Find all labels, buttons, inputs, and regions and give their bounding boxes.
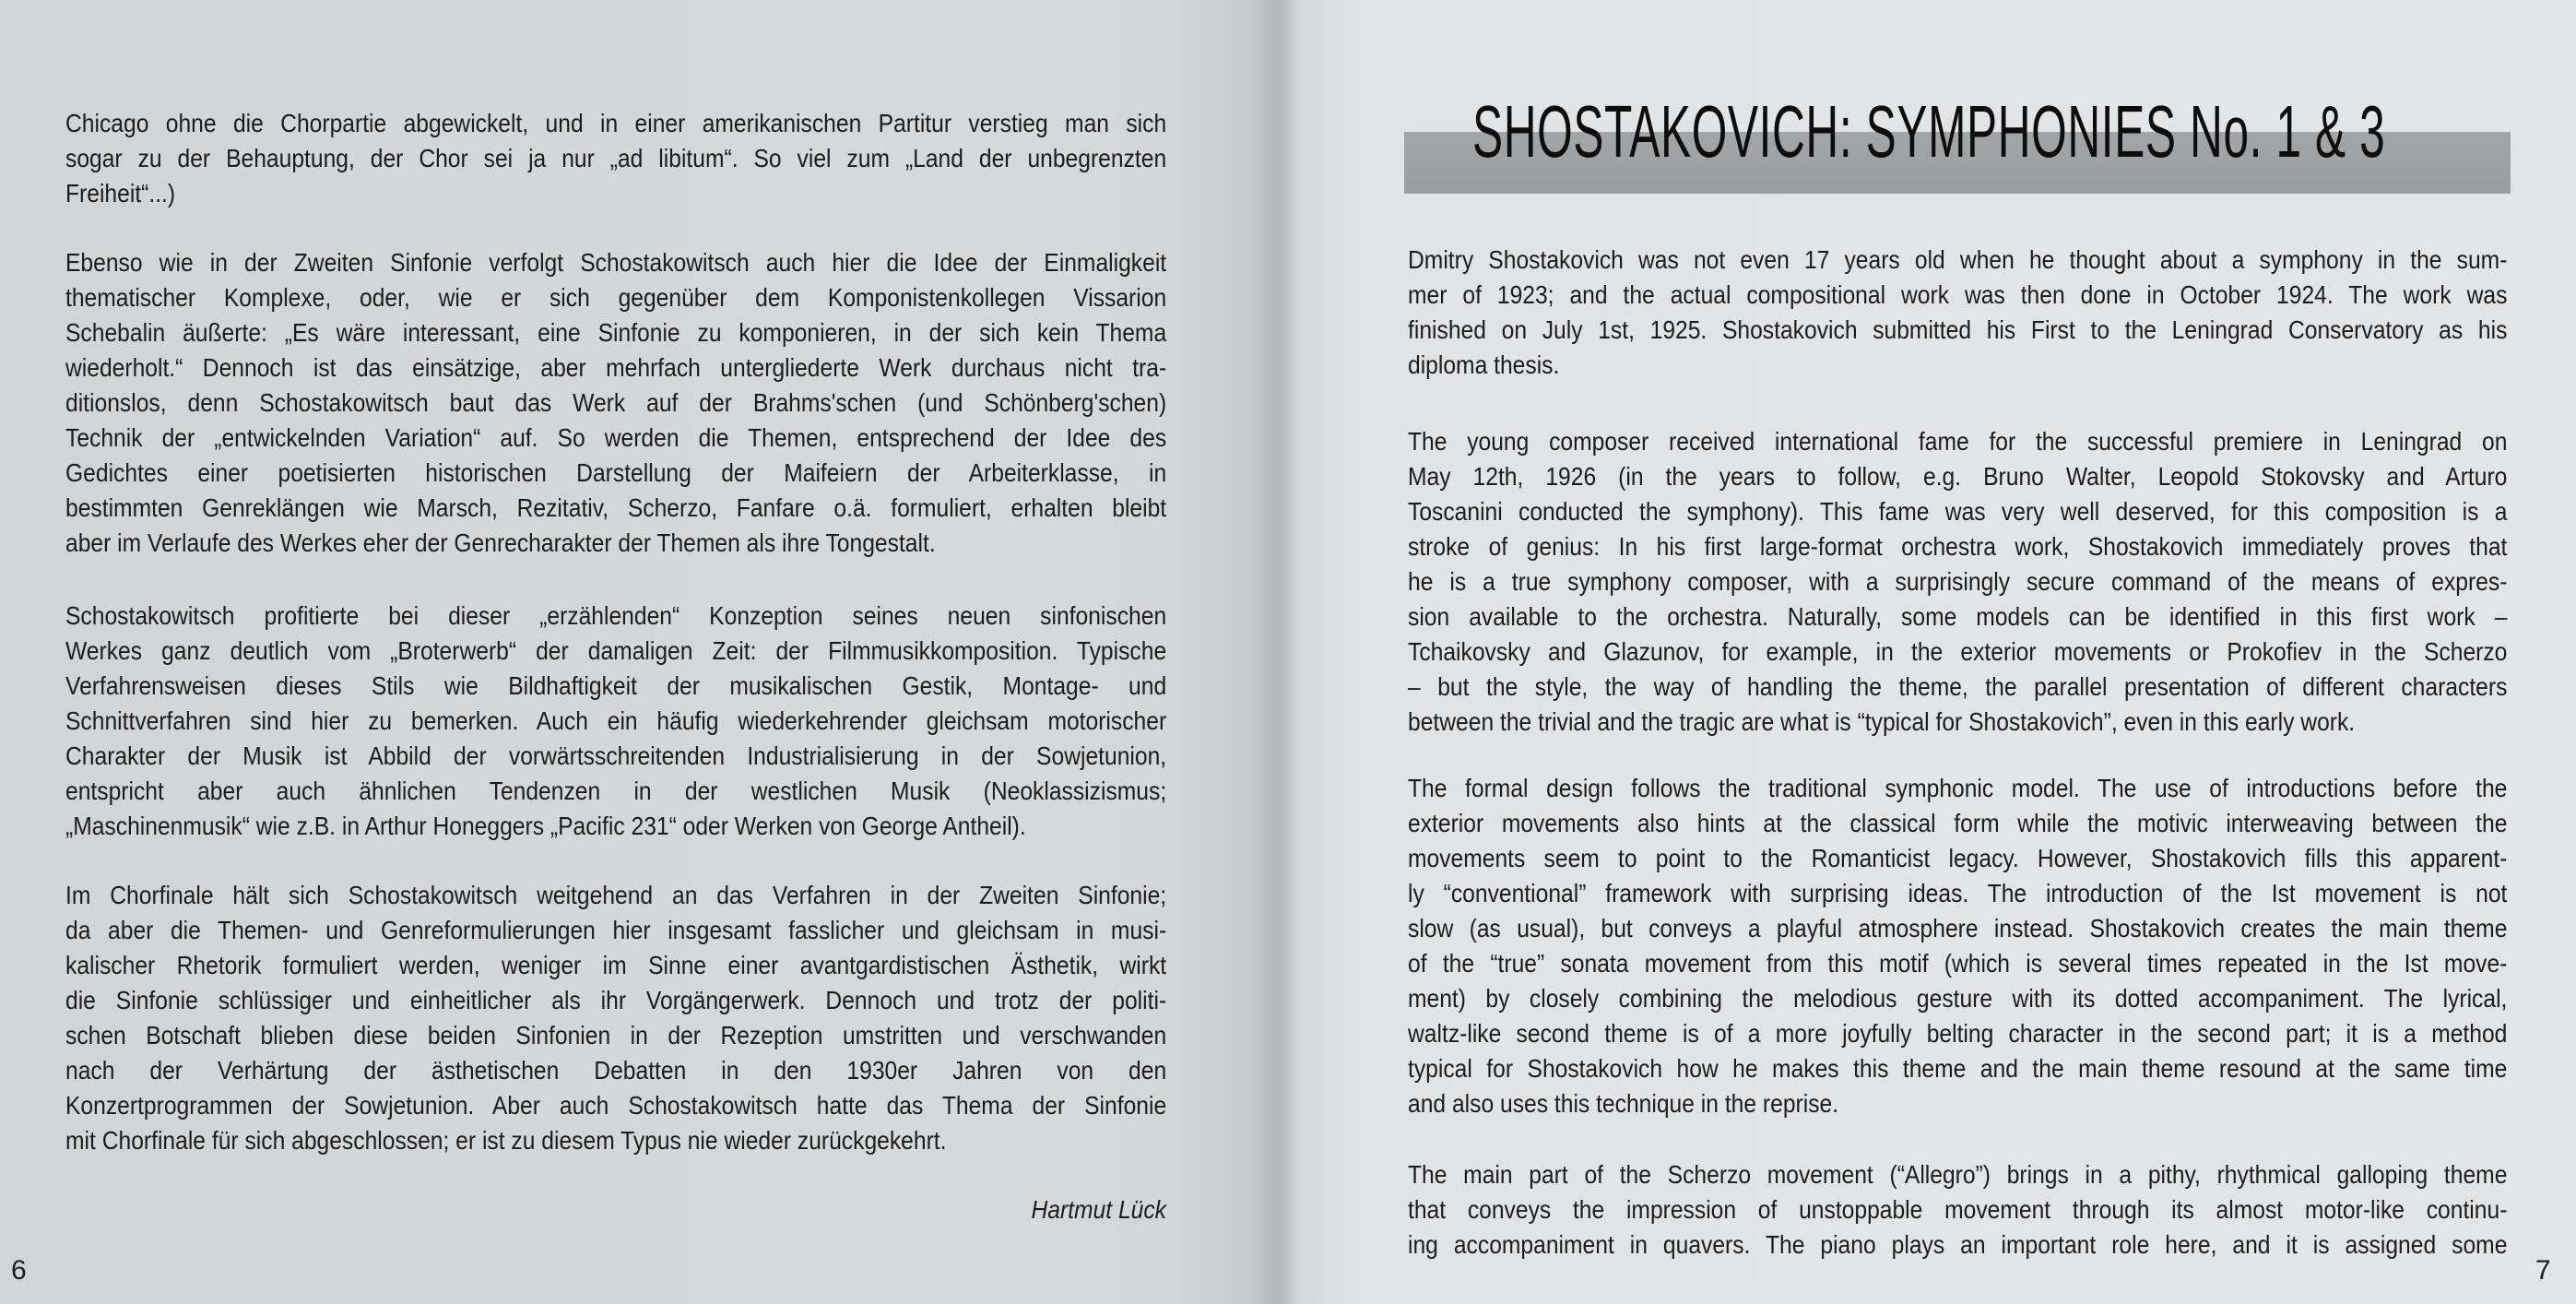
text-line: aber im Verlaufe des Werkes eher der Genrecharakter der Themen als ihre Tongestalt. — [65, 528, 936, 557]
text-line: and also uses this technique in the reprise. — [1408, 1089, 1839, 1118]
text-line: The young composer received international fame for the successful premiere in Leningrad on — [1408, 427, 2508, 456]
text-line: da aber die Themen- und Genreformulierungen hier insgesamt fasslicher und gleichsam in musi- — [65, 916, 1167, 944]
text-line: Konzertprogrammen der Sowjetunion. Aber auch Schostakowitsch hatte das Thema der Sinfonie — [65, 1091, 1167, 1120]
text-line: that conveys the impression of unstoppable movement through its almost motor-like continu- — [1408, 1195, 2508, 1224]
paragraph — [65, 878, 1166, 1158]
text-line: Gedichtes einer poetisierten historischen Darstellung der Maifeiern der Arbeiterklasse, in — [65, 458, 1167, 487]
text-line: bestimmten Genreklängen wie Marsch, Rezitativ, Scherzo, Fanfare o.ä. formuliert, erhalten bleibt — [65, 493, 1167, 522]
text-line: Schnittverfahren sind hier zu bemerken. Auch ein häufig wiederkehrender gleichsam motorischer — [65, 706, 1167, 735]
paragraph — [65, 106, 1166, 211]
text-line: sion available to the orchestra. Naturally, some models can be identified in this first work – — [1408, 602, 2508, 631]
paragraph — [1408, 771, 2507, 1121]
text-line: diploma thesis. — [1408, 350, 1560, 379]
text-line: of the “true” sonata movement from this motif (which is several times repeated in the Ist move- — [1408, 949, 2508, 978]
text-line: Toscanini conducted the symphony). This fame was very well deserved, for this composition is a — [1408, 497, 2508, 526]
text-line: die Sinfonie schlüssiger und einheitlicher als ihr Vorgängerwerk. Dennoch und trotz der politi- — [65, 986, 1167, 1014]
text-line: Charakter der Musik ist Abbild der vorwärtsschreitenden Industrialisierung in der Sowjetunion, — [65, 741, 1167, 770]
text-line: Ebenso wie in der Zweiten Sinfonie verfolgt Schostakowitsch auch hier die Idee der Einmaligkeit — [65, 248, 1167, 277]
paragraph — [65, 245, 1166, 561]
text-line: Schostakowitsch profitierte bei dieser „erzählenden“ Konzeption seines neuen sinfonischen — [65, 601, 1167, 630]
paragraph — [1408, 424, 2507, 740]
text-line: nach der Verhärtung der ästhetischen Debatten in den 1930er Jahren von den — [65, 1056, 1167, 1085]
text-line: exterior movements also hints at the classical form while the motivic interweaving between the — [1408, 809, 2508, 837]
text-line: Chicago ohne die Chorpartie abgewickelt, und in einer amerikanischen Partitur verstieg man sich — [65, 109, 1167, 137]
text-line: Werkes ganz deutlich vom „Broterwerb“ der damaligen Zeit: der Filmmusikkomposition. Typische — [65, 636, 1167, 665]
text-line: typical for Shostakovich how he makes this theme and the main theme resound at the same time — [1408, 1054, 2508, 1083]
text-line: Dmitry Shostakovich was not even 17 years old when he thought about a symphony in the sum- — [1408, 245, 2508, 274]
text-line: The formal design follows the traditional symphonic model. The use of introductions before the — [1408, 774, 2508, 802]
text-line: he is a true symphony composer, with a surprisingly secure command of the means of expres- — [1408, 567, 2508, 596]
text-line: Tchaikovsky and Glazunov, for example, in the exterior movements or Prokofiev in the Scherzo — [1408, 637, 2508, 666]
text-line: kalischer Rhetorik formuliert werden, weniger im Sinne einer avantgardistischen Ästhetik, wirkt — [65, 951, 1167, 979]
text-line: between the trivial and the tragic are what is “typical for Shostakovich”, even in this early work. — [1408, 707, 2356, 736]
text-line: mer of 1923; and the actual compositional work was then done in October 1924. The work was — [1408, 280, 2508, 309]
paragraph — [65, 599, 1166, 844]
text-line: ly “conventional” framework with surprising ideas. The introduction of the Ist movement is not — [1408, 879, 2508, 907]
text-line: waltz-like second theme is of a more joyfully belting character in the second part; it is a method — [1408, 1019, 2508, 1048]
text-line: wiederholt.“ Dennoch ist das einsätzige, aber mehrfach untergliederte Werk durchaus nicht tra- — [65, 353, 1167, 382]
text-line: Im Chorfinale hält sich Schostakowitsch weitgehend an das Verfahren in der Zweiten Sinfonie; — [65, 881, 1167, 909]
author-signature: Hartmut Lück — [1031, 1195, 1166, 1224]
page-title: SHOSTAKOVICH: SYMPHONIES No. 1 & 3 — [1472, 90, 2386, 172]
text-line: – but the style, the way of handling the theme, the parallel presentation of different characters — [1408, 672, 2508, 701]
text-line: The main part of the Scherzo movement (“Allegro”) brings in a pithy, rhythmical galloping theme — [1408, 1160, 2508, 1189]
text-line: thematischer Komplexe, oder, wie er sich gegenüber dem Komponistenkollegen Vissarion — [65, 283, 1167, 312]
text-line: finished on July 1st, 1925. Shostakovich submitted his First to the Leningrad Conservatory as his — [1408, 315, 2508, 344]
text-line: Technik der „entwickelnden Variation“ auf. So werden die Themen, entsprechend der Idee des — [65, 423, 1167, 452]
text-line: schen Botschaft blieben diese beiden Sinfonien in der Rezeption umstritten und verschwanden — [65, 1021, 1167, 1049]
paragraph — [1408, 1157, 2507, 1263]
text-line: Verfahrensweisen dieses Stils wie Bildhaftigkeit der musikalischen Gestik, Montage- und — [65, 671, 1167, 700]
text-line: entspricht aber auch ähnlichen Tendenzen in der westlichen Musik (Neoklassizismus; — [65, 776, 1167, 805]
text-line: ment) by closely combining the melodious gesture with its dotted accompaniment. The lyrical, — [1408, 984, 2508, 1013]
text-line: ditionslos, denn Schostakowitsch baut das Werk auf der Brahms'schen (und Schönberg'schen) — [65, 388, 1167, 417]
text-line: stroke of genius: In his first large-format orchestra work, Shostakovich immediately proves that — [1408, 532, 2508, 561]
page-number-right: 7 — [2535, 1255, 2551, 1286]
text-line: Freiheit“...) — [65, 179, 176, 207]
text-line: movements seem to point to the Romanticist legacy. However, Shostakovich fills this apparent- — [1408, 844, 2508, 872]
text-line: ing accompaniment in quavers. The piano plays an important role here, and it is assigned some — [1408, 1230, 2508, 1259]
page-number-left: 6 — [11, 1255, 27, 1286]
text-line: May 12th, 1926 (in the years to follow, e.g. Bruno Walter, Leopold Stokovsky and Arturo — [1408, 462, 2508, 491]
text-line: slow (as usual), but conveys a playful atmosphere instead. Shostakovich creates the main theme — [1408, 914, 2508, 942]
text-line: Schebalin äußerte: „Es wäre interessant, eine Sinfonie zu komponieren, in der sich kein Thema — [65, 318, 1167, 347]
text-line: sogar zu der Behauptung, der Chor sei ja nur „ad libitum“. So viel zum „Land der unbegrenzten — [65, 144, 1167, 172]
text-line: mit Chorfinale für sich abgeschlossen; er ist zu diesem Typus nie wieder zurückgekehrt. — [65, 1126, 947, 1155]
paragraph — [1408, 243, 2507, 383]
text-line: „Maschinenmusik“ wie z.B. in Arthur Honeggers „Pacific 231“ oder Werken von George Antheil). — [65, 812, 1026, 840]
